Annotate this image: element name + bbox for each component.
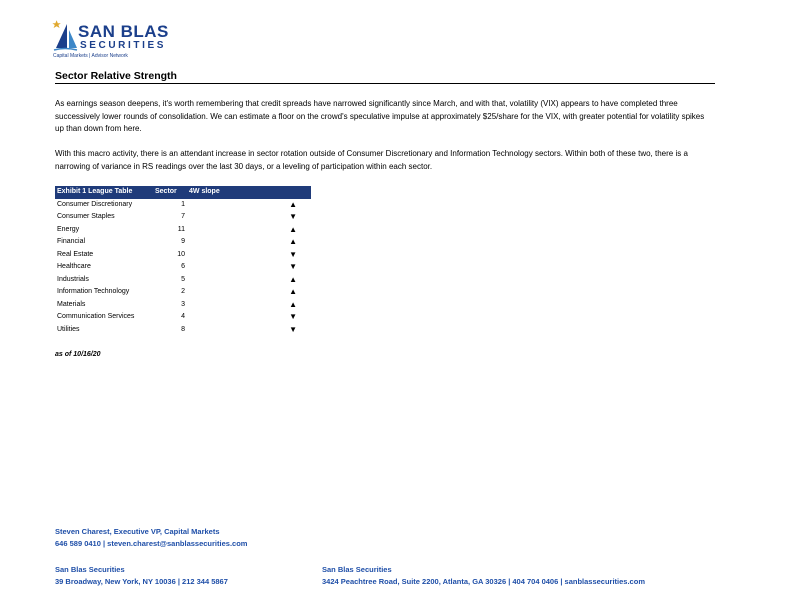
sector-name: Consumer Discretionary <box>57 200 133 208</box>
contact-name: Steven Charest, Executive VP, Capital Markets <box>55 527 220 536</box>
header-exhibit: Exhibit 1 League Table <box>55 186 153 199</box>
office-atl-address: 3424 Peachtree Road, Suite 2200, Atlanta, GA 30326 | 404 704 0406 | sanblassecurities.com <box>322 577 645 586</box>
contact-info: 646 589 0410 | steven.charest@sanblassecurities.com <box>55 539 248 548</box>
table-row <box>55 299 311 312</box>
sector-rank: 8 <box>181 325 185 333</box>
sector-name: Healthcare <box>57 263 91 270</box>
title-divider <box>55 83 715 84</box>
slope-arrow-icon: ▼ <box>289 324 297 334</box>
slope-arrow-icon: ▲ <box>289 287 297 296</box>
slope-arrow-icon: ▲ <box>289 274 297 284</box>
table-row <box>55 324 311 337</box>
sector-name: Consumer Staples <box>57 213 115 220</box>
table-row <box>55 199 311 212</box>
slope-arrow-icon: ▼ <box>289 312 297 321</box>
sector-name: Industrials <box>57 275 89 283</box>
sector-rank: 2 <box>181 288 185 295</box>
slope-arrow-icon: ▲ <box>289 224 297 234</box>
sector-name: Utilities <box>57 325 80 333</box>
as-of-date: as of 10/16/20 <box>55 351 101 358</box>
sector-name: Communication Services <box>57 313 135 320</box>
sector-rank: 9 <box>181 238 185 245</box>
sector-name: Real Estate <box>57 250 94 258</box>
sector-name: Materials <box>57 300 86 308</box>
company-logo <box>52 20 169 60</box>
table-row <box>55 236 311 249</box>
sector-rank: 1 <box>181 200 185 208</box>
header-sector: Sector <box>153 186 187 199</box>
section-title: Sector Relative Strength <box>55 70 177 82</box>
table-row <box>55 224 311 237</box>
slope-arrow-icon: ▼ <box>289 212 297 221</box>
sector-name: Information Technology <box>57 288 130 295</box>
table-row <box>55 286 311 299</box>
league-table <box>55 186 311 336</box>
slope-arrow-icon: ▲ <box>289 199 297 209</box>
office-atl-name: San Blas Securities <box>322 565 392 574</box>
table-row <box>55 261 311 274</box>
sailboat-logo-icon <box>52 20 78 52</box>
slope-arrow-icon: ▼ <box>289 249 297 259</box>
sector-rank: 6 <box>181 263 185 270</box>
slope-arrow-icon: ▲ <box>289 299 297 309</box>
sector-rank: 5 <box>181 275 185 283</box>
office-ny-name: San Blas Securities <box>55 565 125 574</box>
brand-subname: SECURITIES <box>80 40 167 51</box>
league-table-header <box>55 186 311 199</box>
paragraph-volatility: As earnings season deepens, it's worth remembering that credit spreads have narrowed significantly since March, and with that, volatility (VIX) appears to have completed three successively lower rounds of consolidation. We can estimate a floor on the crowd's speculative impulse at approximately $25/share for the VIX, with greater potential for volatility spikes up than down from here. <box>55 99 705 133</box>
brand-name: SAN BLAS <box>78 22 169 41</box>
brand-tagline: Capital Markets | Advisor Network <box>53 53 128 59</box>
slope-arrow-icon: ▼ <box>289 262 297 271</box>
sector-rank: 3 <box>181 300 185 308</box>
sector-rank: 10 <box>177 250 185 258</box>
sector-name: Energy <box>57 225 80 233</box>
table-row <box>55 211 311 224</box>
table-row <box>55 274 311 287</box>
sector-rank: 11 <box>177 225 185 233</box>
sector-rank: 4 <box>181 313 185 320</box>
office-ny-address: 39 Broadway, New York, NY 10036 | 212 344 5867 <box>55 577 228 586</box>
header-slope: 4W slope <box>187 186 311 199</box>
slope-arrow-icon: ▲ <box>289 237 297 246</box>
table-row <box>55 249 311 262</box>
table-row <box>55 311 311 324</box>
sector-name: Financial <box>57 238 86 245</box>
sector-rank: 7 <box>181 213 185 220</box>
paragraph-rotation: With this macro activity, there is an attendant increase in sector rotation outside of Consumer Discretionary and Information Technology sectors. Within both of these two, there is a narrowing of variance in RS readings over the last 30 days, or a leveling of participation within each sector. <box>55 149 688 171</box>
